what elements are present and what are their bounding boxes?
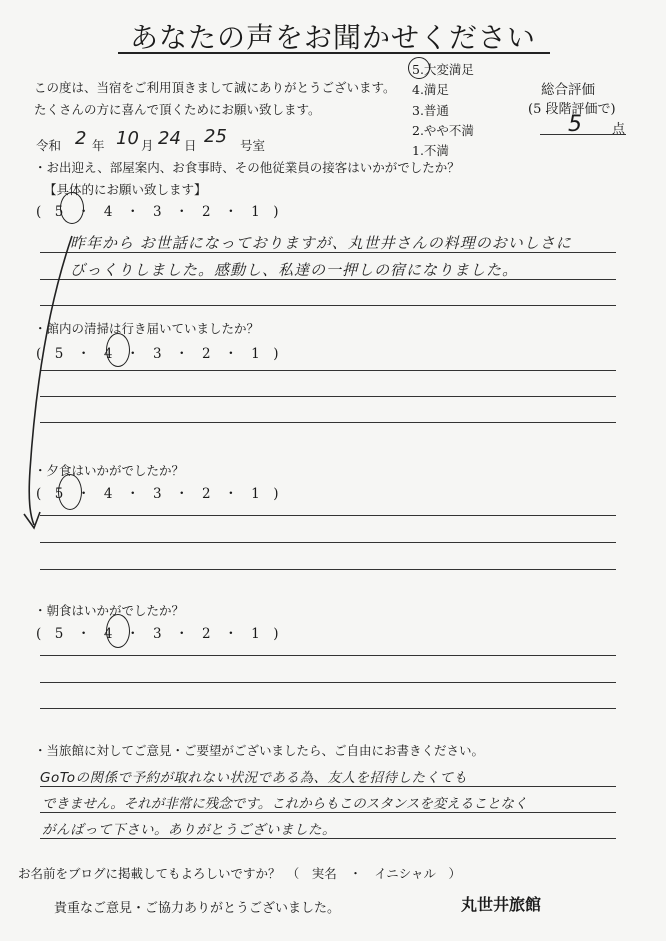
scale-legend-1: 1.不満 (412, 143, 449, 158)
intro-line-2: たくさんの方に喜んで頂くためにお願い致します。 (34, 102, 321, 117)
scale-legend-3: 3.普通 (412, 103, 449, 118)
q4-scale: ( 5 ・ 4 ・ 3 ・ 2 ・ 1 ) (36, 626, 279, 642)
q5-answer-line-2: できません。それが非常に残念です。これからもこのスタンスを変えることなく (42, 796, 528, 812)
room-unit: 号室 (240, 138, 266, 153)
q3-scale: ( 5 ・ 4 ・ 3 ・ 2 ・ 1 ) (36, 486, 279, 502)
q5-answer-line-1: GoToの関係で予約が取れない状況である為、友人を招待したくても (40, 770, 468, 786)
room-number-value: 25 (204, 126, 227, 147)
q1-answer-line-1: 昨年から お世話になっておりますが、丸世井さんの料理のおいしさに (70, 234, 572, 252)
overall-rating-unit: 点 (612, 122, 626, 137)
q1-scale: ( 5 ・ 4 ・ 3 ・ 2 ・ 1 ) (36, 204, 279, 220)
scale-legend-2: 2.やや不満 (412, 123, 474, 138)
overall-rating-subtitle: (5 段階評価で) (528, 102, 616, 117)
scale-legend-4: 4.満足 (412, 82, 449, 97)
overall-rating-title: 総合評価 (541, 82, 595, 98)
month-unit: 月 (141, 138, 154, 153)
inn-name: 丸世井旅館 (461, 895, 542, 914)
day-unit: 日 (184, 138, 197, 153)
year-value: 2 (75, 128, 87, 149)
q4-question: ・朝食はいかがでしたか？ (34, 603, 185, 618)
q2-scale: ( 5 ・ 4 ・ 3 ・ 2 ・ 1 ) (36, 346, 279, 362)
year-unit: 年 (92, 138, 105, 153)
form-title: あなたの声をお聞かせください (129, 21, 536, 54)
q1-question: ・お出迎え、部屋案内、お食事時、その他従業員の接客はいかがでしたか？ (34, 160, 460, 175)
q2-question: ・館内の清掃は行き届いていましたか？ (34, 321, 260, 336)
q1-note: 【具体的にお願い致します】 (44, 182, 207, 197)
q1-answer-line-2: びっくりしました。感動し、私達の一押しの宿になりました。 (70, 261, 519, 279)
thanks-message: 貴重なご意見・ご協力ありがとうございました。 (54, 901, 341, 916)
q5-answer-line-3: がんばって下さい。ありがとうございました。 (42, 822, 336, 838)
q5-question: ・当旅館に対してご意見・ご要望がございましたら、ご自由にお書きください。 (34, 743, 485, 758)
scale-legend-5: 5.大変満足 (412, 62, 474, 77)
era-label: 令和 (36, 138, 62, 153)
q3-question: ・夕食はいかがでしたか？ (34, 463, 185, 478)
overall-rating-value: 5 (568, 112, 582, 137)
day-value: 24 (158, 128, 181, 149)
intro-line-1: この度は、当宿をご利用頂きまして誠にありがとうございます。 (34, 80, 396, 95)
blog-consent-question: お名前をブログに掲載してもよろしいですか？ （ 実名 ・ イニシャル ） (18, 866, 462, 881)
month-value: 10 (116, 128, 139, 149)
